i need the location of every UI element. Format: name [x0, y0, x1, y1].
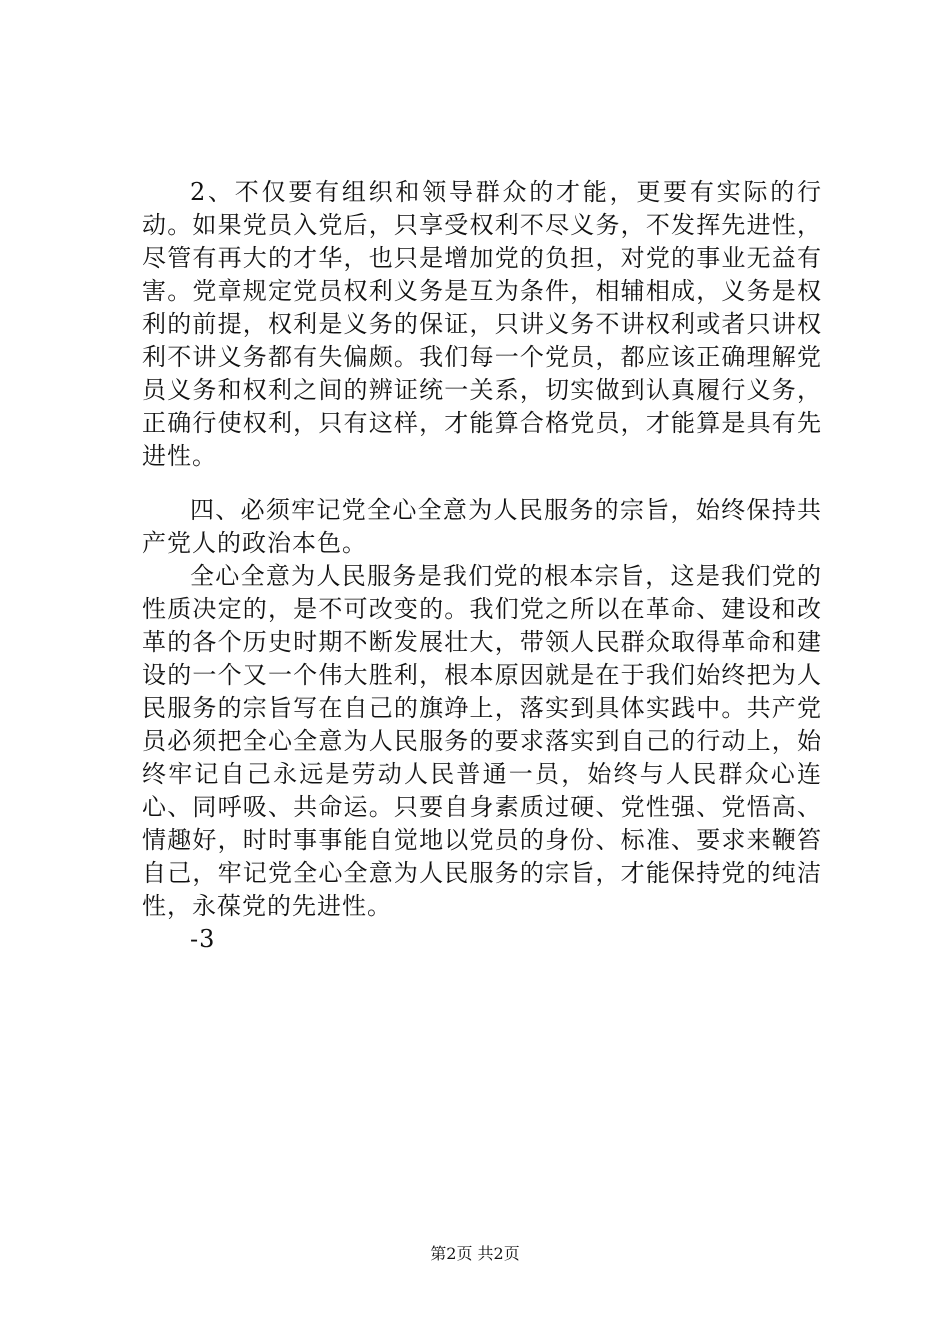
body-text — [142, 176, 822, 956]
section-heading-four: 四、必须牢记党全心全意为人民服务的宗旨，始终保持共产党人的政治本色。 — [142, 496, 822, 557]
paragraph-serve-people: 全心全意为人民服务是我们党的根本宗旨，这是我们党的性质决定的，是不可改变的。我们党之所以在革命、建设和改革的各个历史时期不断发展壮大，带领人民群众取得革命和建设的一个又一个伟大胜利，根本原因就是在于我们始终把为人民服务的宗旨写在自己的旗竫上，落实到具体实践中。共产党员必须把全心全意为人民服务的要求落实到自己的行动上，始终牢记自己永远是劳动人民普通一员，始终与人民群众心连心、同呼吸、共命运。只要自身素质过硬、党性强、党悟高、情趣好，时时事事能自觉地以党员的身份、标准、要求来鞭笞自己，牢记党全心全意为人民服务的宗旨，才能保持党的纯洁性，永葆党的先进性。 — [142, 562, 822, 920]
paragraph-gap — [142, 473, 822, 494]
page-footer: 第2页 共2页 — [430, 1244, 520, 1263]
page-marker: -3 — [190, 925, 216, 953]
paragraph-rights-duties: 2、不仅要有组织和领导群众的才能，更要有实际的行动。如果党员入党后，只享受权利不尽义务，不发挥先进性，尽管有再大的才华，也只是增加党的负担，对党的事业无益有害。党章规定党员权利义务是互为条件，相辅相成，义务是权利的前提，权利是义务的保证，只讲义务不讲权利或者只讲权利不讲义务都有失偏颇。我们每一个党员，都应该正确理解党员义务和权利之间的辨证统一关系，切实做到认真履行义务，正确行使权利，只有这样，才能算合格党员，才能算是具有先进性。 — [142, 178, 822, 470]
